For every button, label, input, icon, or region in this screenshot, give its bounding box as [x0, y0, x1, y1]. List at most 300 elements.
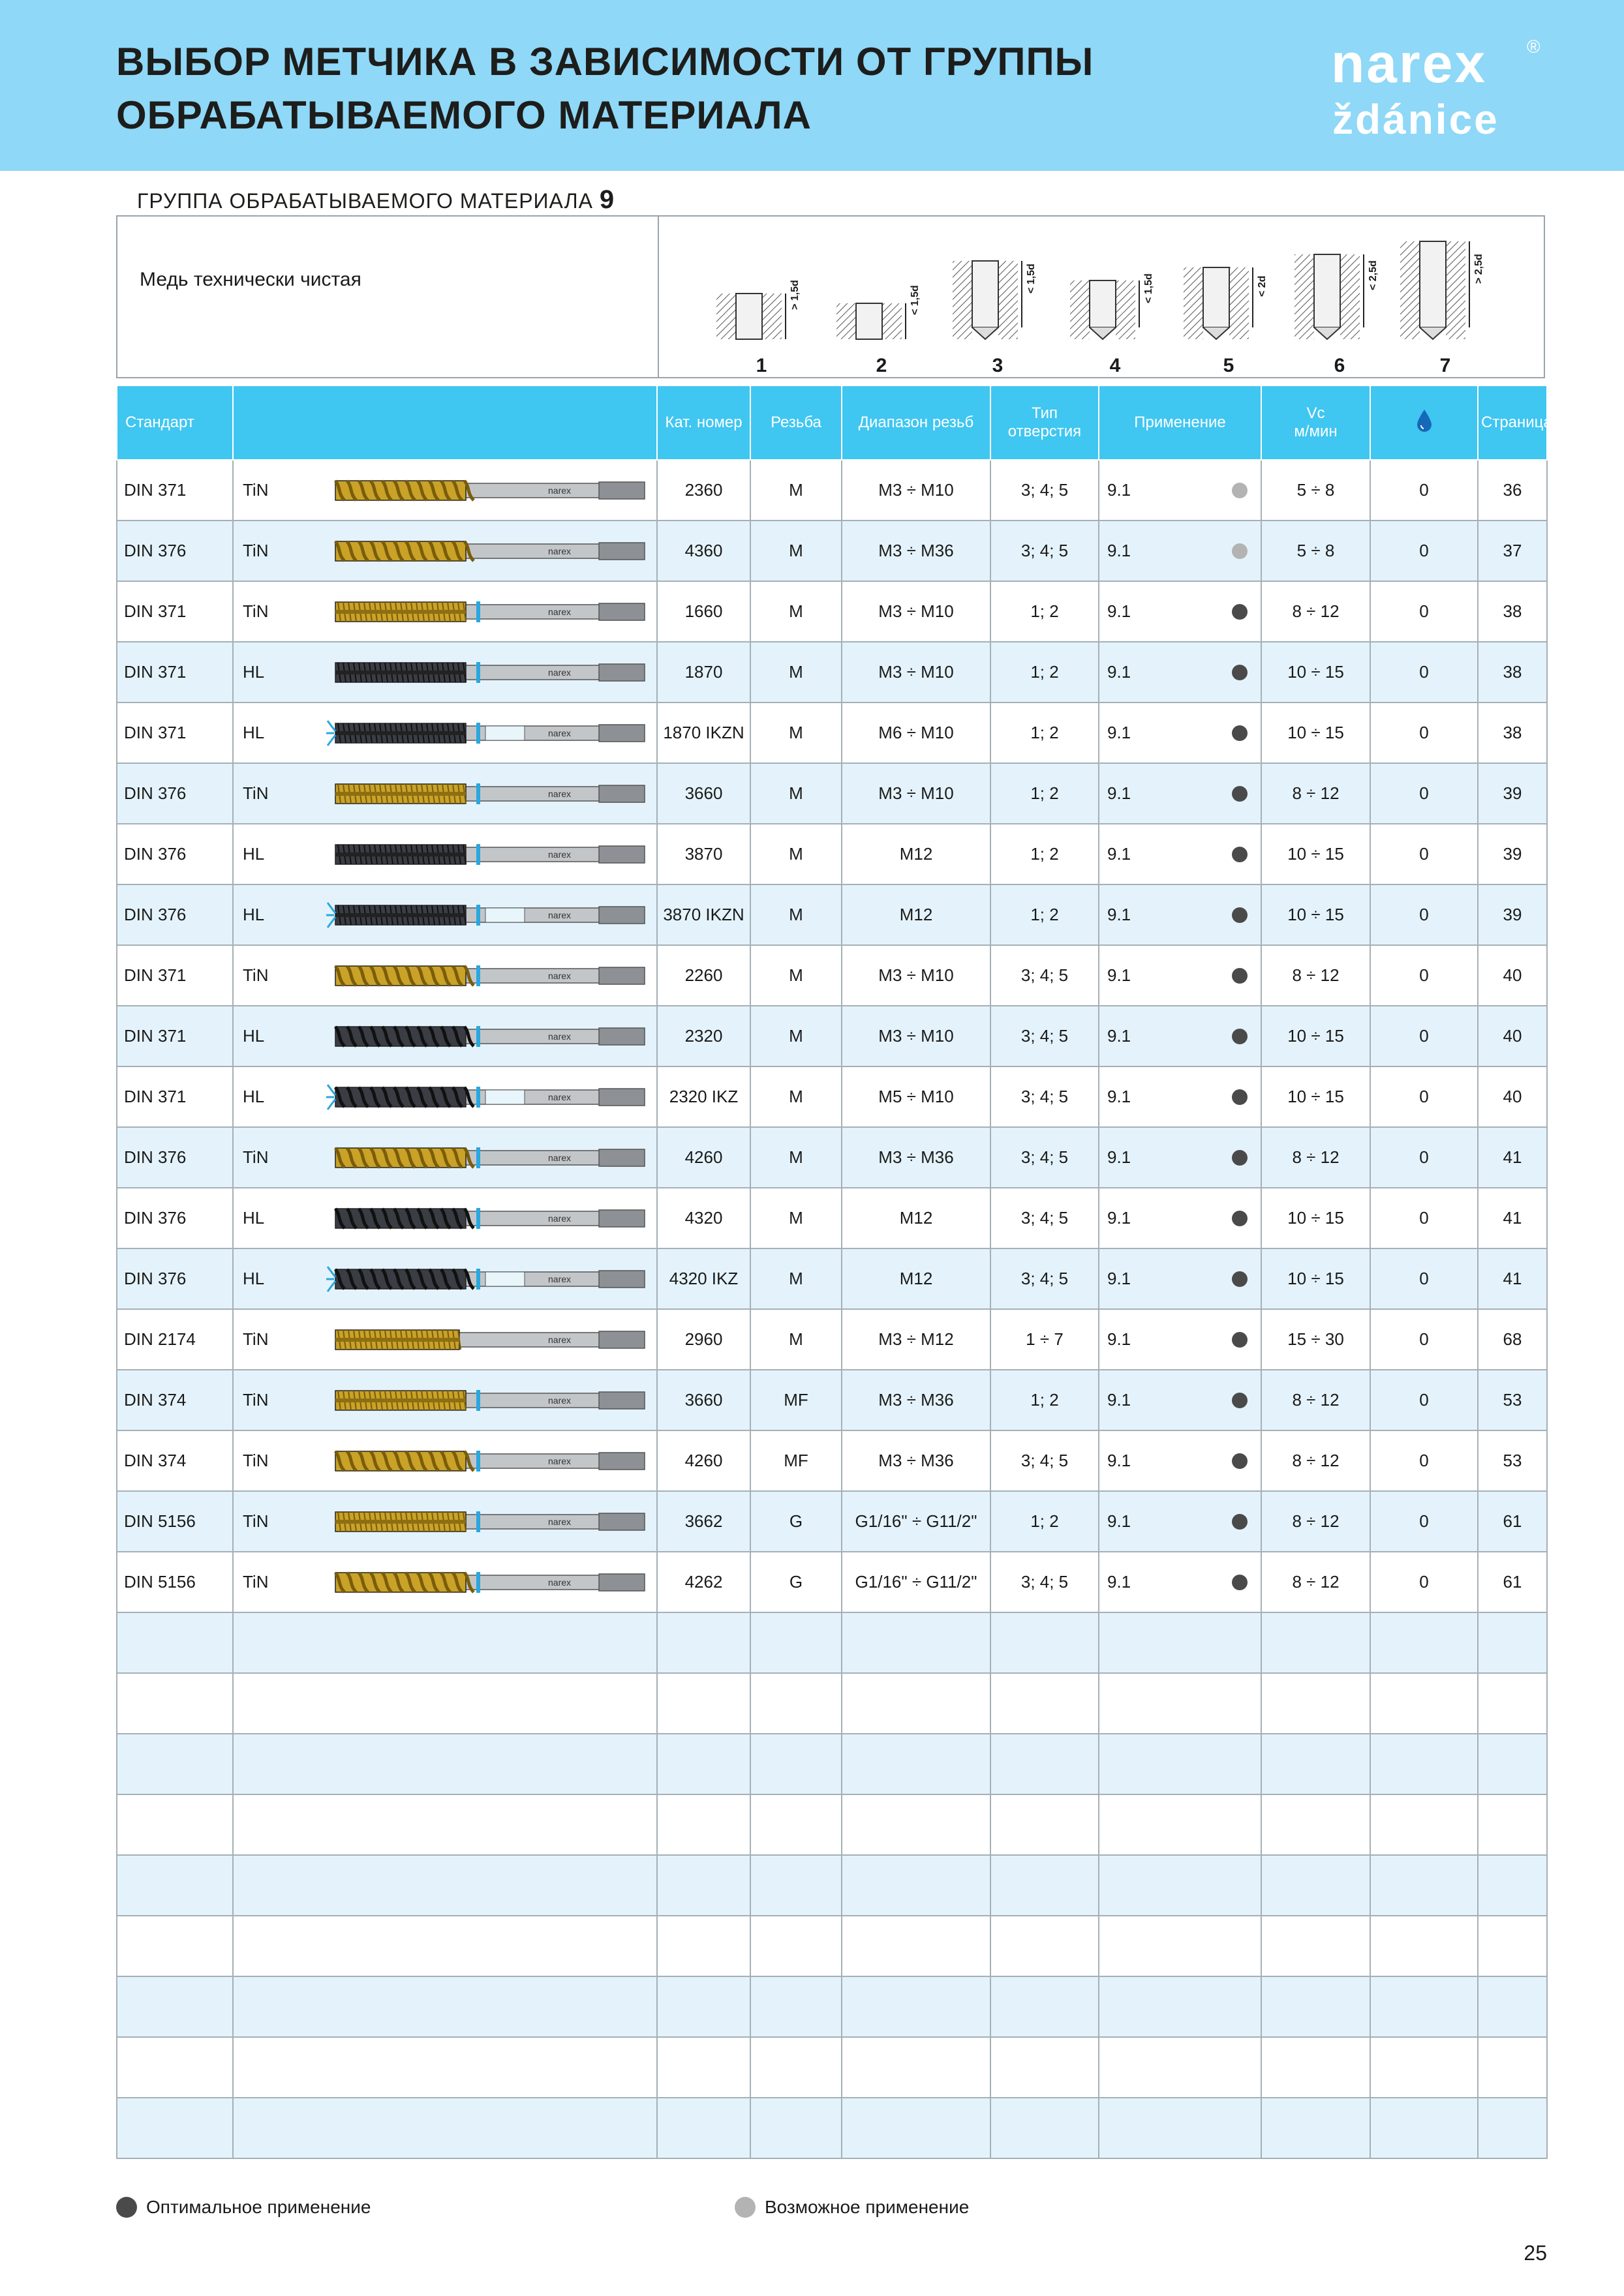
application-code: 9.1: [1107, 541, 1131, 560]
empty-cell: [1478, 2037, 1547, 2098]
cell-application: [1099, 945, 1261, 1006]
application-dot: [1232, 968, 1248, 984]
application-code: 9.1: [1107, 844, 1131, 864]
empty-table-row: [117, 2098, 1547, 2158]
svg-text:narex: narex: [548, 1395, 572, 1406]
empty-cell: [117, 1734, 233, 1794]
cell-image: [233, 1430, 657, 1491]
tap-image: [326, 1323, 649, 1356]
cell-image: [233, 1066, 657, 1127]
legend-possible-label: Возможное применение: [765, 2197, 970, 2217]
application-dot: [1232, 1211, 1248, 1226]
cell-cat-number: 4360: [657, 521, 750, 581]
application-code: 9.1: [1107, 601, 1131, 621]
cell-vc: 8 ÷ 12: [1261, 1552, 1370, 1612]
empty-cell: [1099, 2037, 1261, 2098]
tap-image: [326, 535, 649, 567]
logo-registered-mark: ®: [1527, 37, 1540, 57]
cell-vc: 5 ÷ 8: [1261, 521, 1370, 581]
cell-hole-type: 1; 2: [990, 884, 1099, 945]
tap-image: [326, 1202, 649, 1235]
cell-cat-number: 4262: [657, 1552, 750, 1612]
cell-cat-number: 2320 IKZ: [657, 1066, 750, 1127]
application-dot: [1232, 786, 1248, 802]
cell-page: 39: [1478, 884, 1547, 945]
svg-text:narex: narex: [548, 909, 572, 920]
cell-image: [233, 460, 657, 521]
cell-thread-range: M12: [842, 824, 990, 884]
empty-cell: [990, 1673, 1099, 1734]
page-title: [116, 35, 1094, 142]
cell-coating: HL: [243, 1208, 265, 1228]
svg-text:narex: narex: [548, 1152, 572, 1163]
tap-image: [326, 1505, 649, 1538]
empty-cell: [1099, 1612, 1261, 1673]
empty-cell: [750, 1976, 842, 2037]
cell-page: 39: [1478, 824, 1547, 884]
cell-coolant: 0: [1370, 1066, 1478, 1127]
cell-coating: HL: [243, 905, 265, 924]
cell-hole-type: 1; 2: [990, 763, 1099, 824]
header-page: Страница: [1478, 385, 1547, 460]
empty-cell: [117, 1916, 233, 1976]
application-dot: [1232, 665, 1248, 680]
header-vc-unit: м/мин: [1294, 423, 1338, 440]
cell-hole-type: 3; 4; 5: [990, 460, 1099, 521]
cell-thread-range: M3 ÷ M10: [842, 581, 990, 642]
empty-cell: [1478, 1612, 1547, 1673]
cell-image: [233, 1127, 657, 1188]
tap-image: [326, 1020, 649, 1053]
cell-coolant: 0: [1370, 824, 1478, 884]
tap-selection-table: [116, 385, 1552, 2159]
empty-cell: [233, 1976, 657, 2037]
water-drop-icon: [1416, 408, 1433, 433]
svg-text:narex: narex: [548, 727, 572, 738]
cell-thread: M: [750, 1006, 842, 1066]
cell-application: [1099, 763, 1261, 824]
empty-cell: [750, 2098, 842, 2158]
empty-cell: [1370, 1916, 1478, 1976]
hole-type-number: 3: [992, 355, 1004, 376]
empty-cell: [657, 2037, 750, 2098]
cell-coolant: 0: [1370, 521, 1478, 581]
cell-coolant: 0: [1370, 702, 1478, 763]
application-code: 9.1: [1107, 1390, 1131, 1410]
hole-type-number: 6: [1334, 355, 1345, 376]
empty-cell: [1261, 1855, 1370, 1916]
application-code: 9.1: [1107, 1269, 1131, 1288]
empty-cell: [657, 1976, 750, 2037]
empty-cell: [1261, 2037, 1370, 2098]
cell-vc: 10 ÷ 15: [1261, 642, 1370, 702]
cell-application: [1099, 581, 1261, 642]
svg-text:narex: narex: [548, 606, 572, 617]
table-row: [117, 1552, 1547, 1612]
cell-vc: 8 ÷ 12: [1261, 1127, 1370, 1188]
application-code: 9.1: [1107, 1572, 1131, 1592]
empty-cell: [233, 1734, 657, 1794]
cell-cat-number: 2320: [657, 1006, 750, 1066]
empty-cell: [990, 1734, 1099, 1794]
table-row: [117, 1188, 1547, 1248]
empty-cell: [233, 1916, 657, 1976]
svg-text:narex: narex: [548, 1577, 572, 1588]
empty-cell: [117, 2037, 233, 2098]
empty-cell: [1370, 1855, 1478, 1916]
hole-type-number: 7: [1439, 355, 1451, 376]
cell-page: 40: [1478, 1066, 1547, 1127]
hole-type-number: 1: [756, 355, 767, 376]
cell-application: [1099, 1006, 1261, 1066]
cell-thread-range: M3 ÷ M10: [842, 1006, 990, 1066]
cell-cat-number: 3870: [657, 824, 750, 884]
cell-coating: TiN: [243, 965, 269, 985]
cell-coating: TiN: [243, 783, 269, 803]
cell-page: 38: [1478, 642, 1547, 702]
cell-standard: DIN 371: [117, 460, 233, 521]
cell-thread: M: [750, 1066, 842, 1127]
cell-image: [233, 1552, 657, 1612]
empty-cell: [1261, 1734, 1370, 1794]
cell-thread: M: [750, 945, 842, 1006]
cell-standard: DIN 371: [117, 1006, 233, 1066]
cell-thread: MF: [750, 1430, 842, 1491]
cell-standard: DIN 371: [117, 581, 233, 642]
cell-thread: M: [750, 1188, 842, 1248]
cell-image: [233, 642, 657, 702]
svg-text:narex: narex: [548, 1031, 572, 1042]
empty-cell: [1370, 1612, 1478, 1673]
hole-type-scheme: [1180, 222, 1278, 378]
hole-depth-label: < 1,5d: [1143, 273, 1154, 303]
table-row: [117, 945, 1547, 1006]
empty-cell: [1478, 1976, 1547, 2037]
empty-table-row: [117, 1673, 1547, 1734]
cell-application: [1099, 521, 1261, 581]
empty-cell: [842, 1794, 990, 1855]
application-dot: [1232, 725, 1248, 741]
table-row: [117, 1066, 1547, 1127]
table-header-row: [117, 385, 1547, 460]
title-line-1: ВЫБОР МЕТЧИКА В ЗАВИСИМОСТИ ОТ ГРУППЫ: [116, 40, 1094, 83]
cell-coolant: 0: [1370, 1370, 1478, 1430]
cell-thread-range: G1/16" ÷ G11/2": [842, 1491, 990, 1552]
cell-coolant: 0: [1370, 763, 1478, 824]
legend-optimal-label: Оптимальное применение: [146, 2197, 371, 2217]
cell-thread: MF: [750, 1370, 842, 1430]
cell-hole-type: 3; 4; 5: [990, 1006, 1099, 1066]
cell-hole-type: 3; 4; 5: [990, 1552, 1099, 1612]
application-dot: [1232, 1453, 1248, 1469]
empty-table-row: [117, 1855, 1547, 1916]
cell-standard: DIN 371: [117, 945, 233, 1006]
empty-cell: [1478, 1734, 1547, 1794]
material-group-number: 9: [599, 185, 615, 214]
cell-coating: TiN: [243, 1511, 269, 1531]
table-row: [117, 702, 1547, 763]
cell-hole-type: 1; 2: [990, 1370, 1099, 1430]
cell-vc: 10 ÷ 15: [1261, 1248, 1370, 1309]
empty-cell: [750, 1794, 842, 1855]
empty-cell: [117, 1855, 233, 1916]
svg-text:narex: narex: [548, 788, 572, 799]
cell-image: [233, 1006, 657, 1066]
cell-thread-range: M12: [842, 1188, 990, 1248]
cell-application: [1099, 1309, 1261, 1370]
cell-page: 61: [1478, 1491, 1547, 1552]
svg-text:narex: narex: [548, 1334, 572, 1345]
tap-image: [326, 838, 649, 871]
page-number: 25: [1524, 2241, 1547, 2265]
cell-cat-number: 3662: [657, 1491, 750, 1552]
table-body: [117, 460, 1547, 2158]
header-coolant: [1370, 385, 1478, 460]
cell-page: 37: [1478, 521, 1547, 581]
application-code: 9.1: [1107, 965, 1131, 985]
empty-cell: [750, 1612, 842, 1673]
cell-application: [1099, 1066, 1261, 1127]
cell-coolant: 0: [1370, 1491, 1478, 1552]
cell-thread-range: M5 ÷ M10: [842, 1066, 990, 1127]
empty-cell: [1099, 1976, 1261, 2037]
cell-application: [1099, 1552, 1261, 1612]
hole-type-number: 5: [1223, 355, 1234, 376]
cell-thread-range: M3 ÷ M36: [842, 1430, 990, 1491]
empty-cell: [842, 1976, 990, 2037]
application-dot: [1232, 1514, 1248, 1530]
cell-vc: 10 ÷ 15: [1261, 1188, 1370, 1248]
cell-page: 40: [1478, 945, 1547, 1006]
cell-hole-type: 3; 4; 5: [990, 1430, 1099, 1491]
empty-cell: [1099, 1855, 1261, 1916]
empty-cell: [1261, 1916, 1370, 1976]
application-dot: [1232, 483, 1248, 498]
cell-thread-range: M3 ÷ M10: [842, 945, 990, 1006]
cell-coolant: 0: [1370, 1309, 1478, 1370]
tap-image: [326, 1384, 649, 1417]
cell-hole-type: 1; 2: [990, 581, 1099, 642]
cell-thread-range: M3 ÷ M36: [842, 1127, 990, 1188]
narex-logo: [1331, 34, 1546, 145]
cell-coating: HL: [243, 662, 265, 682]
cell-vc: 8 ÷ 12: [1261, 1491, 1370, 1552]
cell-application: [1099, 1370, 1261, 1430]
cell-coolant: 0: [1370, 581, 1478, 642]
empty-cell: [842, 1734, 990, 1794]
empty-cell: [117, 1794, 233, 1855]
header-application: Применение: [1099, 385, 1261, 460]
cell-page: 41: [1478, 1127, 1547, 1188]
svg-text:narex: narex: [548, 970, 572, 981]
cell-coating: TiN: [243, 1572, 269, 1592]
cell-hole-type: 1 ÷ 7: [990, 1309, 1099, 1370]
table-row: [117, 521, 1547, 581]
empty-cell: [657, 1794, 750, 1855]
cell-hole-type: 1; 2: [990, 702, 1099, 763]
application-dot: [1232, 543, 1248, 559]
tap-image: [326, 717, 649, 749]
cell-coolant: 0: [1370, 1188, 1478, 1248]
application-code: 9.1: [1107, 723, 1131, 742]
cell-standard: DIN 374: [117, 1370, 233, 1430]
cell-cat-number: 4320 IKZ: [657, 1248, 750, 1309]
table-row: [117, 1309, 1547, 1370]
empty-cell: [842, 1916, 990, 1976]
cell-thread: M: [750, 460, 842, 521]
empty-cell: [657, 1734, 750, 1794]
empty-cell: [990, 1794, 1099, 1855]
application-code: 9.1: [1107, 480, 1131, 500]
empty-cell: [233, 1855, 657, 1916]
application-code: 9.1: [1107, 1451, 1131, 1470]
cell-cat-number: 2960: [657, 1309, 750, 1370]
hole-type-number: 4: [1109, 355, 1121, 376]
application-code: 9.1: [1107, 1208, 1131, 1228]
application-dot: [1232, 1029, 1248, 1044]
cell-standard: DIN 376: [117, 1248, 233, 1309]
empty-cell: [233, 1794, 657, 1855]
application-code: 9.1: [1107, 662, 1131, 682]
application-dot: [1232, 847, 1248, 862]
cell-hole-type: 3; 4; 5: [990, 1066, 1099, 1127]
application-code: 9.1: [1107, 905, 1131, 924]
empty-cell: [233, 2037, 657, 2098]
cell-hole-type: 1; 2: [990, 642, 1099, 702]
cell-vc: 8 ÷ 12: [1261, 581, 1370, 642]
material-name: Медь технически чистая: [140, 269, 361, 290]
empty-cell: [657, 1855, 750, 1916]
empty-table-row: [117, 1734, 1547, 1794]
cell-coating: TiN: [243, 1329, 269, 1349]
empty-cell: [1261, 1976, 1370, 2037]
cell-page: 68: [1478, 1309, 1547, 1370]
header-cat-number: Кат. номер: [657, 385, 750, 460]
cell-vc: 15 ÷ 30: [1261, 1309, 1370, 1370]
cell-coolant: 0: [1370, 642, 1478, 702]
application-dot: [1232, 604, 1248, 620]
cell-image: [233, 1248, 657, 1309]
empty-cell: [1099, 1916, 1261, 1976]
empty-cell: [1261, 1794, 1370, 1855]
cell-hole-type: 3; 4; 5: [990, 1248, 1099, 1309]
cell-vc: 5 ÷ 8: [1261, 460, 1370, 521]
cell-vc: 8 ÷ 12: [1261, 763, 1370, 824]
cell-application: [1099, 1430, 1261, 1491]
cell-coating: HL: [243, 1269, 265, 1288]
cell-page: 53: [1478, 1370, 1547, 1430]
hole-depth-label: < 1,5d: [910, 284, 921, 315]
material-group-label: [137, 185, 615, 215]
table-row: [117, 824, 1547, 884]
page-header: [0, 0, 1624, 171]
application-code: 9.1: [1107, 783, 1131, 803]
empty-cell: [1370, 2037, 1478, 2098]
cell-application: [1099, 884, 1261, 945]
tap-image: [326, 656, 649, 689]
empty-cell: [750, 2037, 842, 2098]
header-image: [233, 385, 657, 460]
empty-cell: [750, 1916, 842, 1976]
empty-cell: [1261, 1673, 1370, 1734]
tap-image: [326, 959, 649, 992]
cell-cat-number: 4260: [657, 1430, 750, 1491]
cell-image: [233, 1309, 657, 1370]
cell-thread-range: M12: [842, 884, 990, 945]
empty-cell: [990, 1976, 1099, 2037]
empty-cell: [990, 2098, 1099, 2158]
empty-cell: [750, 1673, 842, 1734]
application-code: 9.1: [1107, 1087, 1131, 1106]
header-thread: Резьба: [750, 385, 842, 460]
cell-thread-range: M3 ÷ M36: [842, 521, 990, 581]
application-code: 9.1: [1107, 1329, 1131, 1349]
cell-standard: DIN 371: [117, 702, 233, 763]
application-code: 9.1: [1107, 1026, 1131, 1046]
empty-cell: [1478, 1673, 1547, 1734]
cell-image: [233, 581, 657, 642]
empty-cell: [1370, 1976, 1478, 2037]
hole-depth-label: < 2,5d: [1368, 260, 1379, 290]
cell-standard: DIN 376: [117, 521, 233, 581]
cell-application: [1099, 1188, 1261, 1248]
cell-coolant: 0: [1370, 1430, 1478, 1491]
tap-image: [326, 1141, 649, 1174]
cell-standard: DIN 376: [117, 824, 233, 884]
tap-image: [326, 1081, 649, 1113]
table-row: [117, 763, 1547, 824]
hole-type-scheme: [949, 222, 1047, 378]
cell-coolant: 0: [1370, 884, 1478, 945]
cell-cat-number: 1870 IKZN: [657, 702, 750, 763]
empty-cell: [657, 1916, 750, 1976]
empty-cell: [1478, 1855, 1547, 1916]
empty-cell: [990, 1916, 1099, 1976]
header-vc: [1261, 385, 1370, 460]
header-thread-range: Диапазон резьб: [842, 385, 990, 460]
empty-cell: [233, 2098, 657, 2158]
svg-text:narex: narex: [548, 1091, 572, 1102]
empty-cell: [1099, 2098, 1261, 2158]
cell-cat-number: 1870: [657, 642, 750, 702]
cell-cat-number: 2260: [657, 945, 750, 1006]
cell-cat-number: 3660: [657, 763, 750, 824]
cell-application: [1099, 702, 1261, 763]
legend: [116, 2197, 1030, 2223]
empty-cell: [750, 1855, 842, 1916]
cell-thread-range: M12: [842, 1248, 990, 1309]
cell-coating: HL: [243, 723, 265, 742]
cell-coolant: 0: [1370, 1552, 1478, 1612]
empty-cell: [990, 1612, 1099, 1673]
cell-image: [233, 824, 657, 884]
cell-page: 61: [1478, 1552, 1547, 1612]
cell-application: [1099, 642, 1261, 702]
svg-text:narex: narex: [548, 1455, 572, 1466]
cell-page: 41: [1478, 1248, 1547, 1309]
cell-coating: TiN: [243, 601, 269, 621]
empty-cell: [117, 2098, 233, 2158]
hole-type-scheme: [1396, 222, 1494, 378]
cell-application: [1099, 824, 1261, 884]
cell-thread: M: [750, 581, 842, 642]
svg-text:narex: narex: [548, 849, 572, 860]
cell-standard: DIN 2174: [117, 1309, 233, 1370]
cell-thread: M: [750, 521, 842, 581]
hole-type-scheme: [712, 222, 810, 378]
empty-cell: [657, 1612, 750, 1673]
cell-coating: HL: [243, 1026, 265, 1046]
